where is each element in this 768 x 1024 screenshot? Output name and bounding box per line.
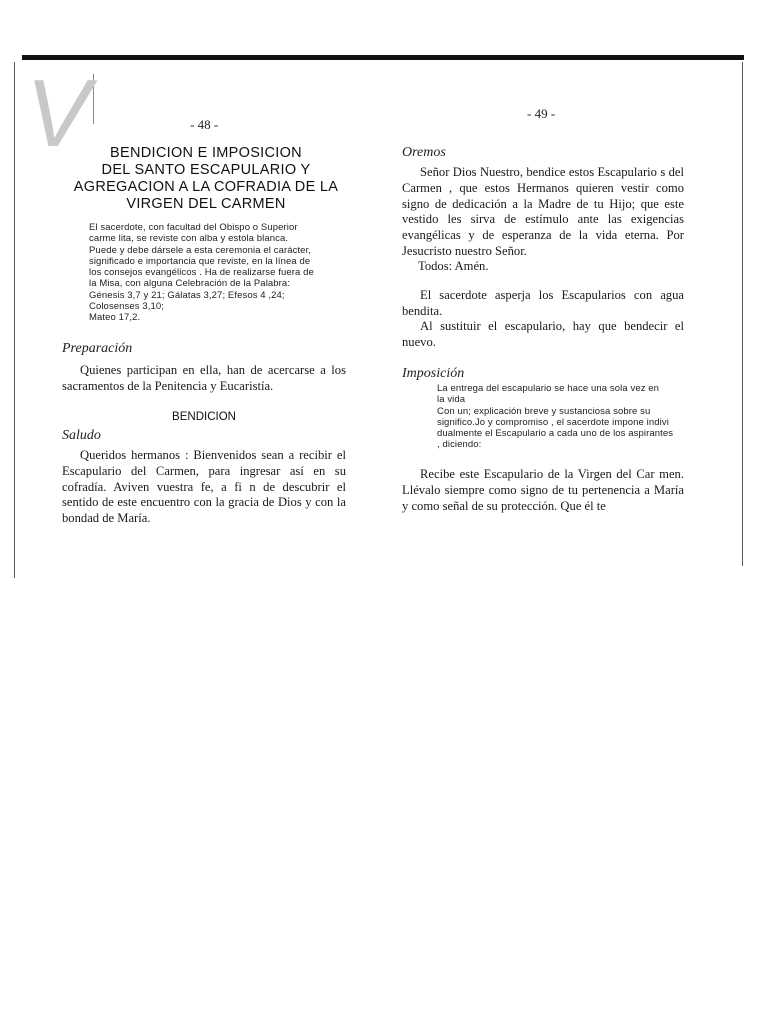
rubric-line: la Misa, con alguna Celebración de la Palabra:: [89, 278, 291, 290]
page-number-49: - 49 -: [527, 106, 556, 121]
title-line: VIRGEN DEL CARMEN: [126, 196, 286, 212]
page-number-48: - 48 -: [190, 117, 219, 132]
title-line: DEL SANTO ESCAPULARIO Y: [101, 162, 311, 178]
title-line: BENDICION E IMPOSICION: [110, 145, 302, 161]
left-margin-line: [14, 62, 15, 578]
rubric-line: significo.Jo y compromiso , el sacerdote impone indivi: [437, 416, 669, 428]
todos-response: Todos: Amén.: [418, 259, 489, 273]
preparacion-heading: Preparación: [62, 341, 133, 356]
title-line: AGREGACION A LA COFRADIA DE LA: [73, 179, 339, 195]
imposicion-rubric: [437, 383, 685, 451]
rubric-line: El sacerdote, con facultad del Obispo o Superior: [89, 222, 298, 233]
rubric-line: los consejos evangélicos . Ha de realizarse fuera de: [89, 267, 314, 279]
asperja-paragraph: El sacerdote asperja los Escapularios con agua bendita.: [402, 288, 684, 318]
rubric-line: carme lita, se reviste con alba y estola blanca.: [89, 233, 289, 245]
rubric-line: Génesis 3,7 y 21; Gálatas 3,27; Efesos 4 ,24;: [89, 289, 285, 301]
oremos-paragraph: Señor Dios Nuestro, bendice estos Escapulario s del Carmen , que estos Hermanos quieren vestir como signo de dedicación a la Madre de tu Hijo; que este vestido les sirva de estímulo ante las exigencias evangélicas y de esperanza de la vida eterna. Por Jesucristo nuestro Señor.: [402, 165, 684, 258]
rubric-line: Puede y debe dársele a esta ceremonia el carácter,: [89, 244, 312, 256]
rubric-line: la vida: [437, 394, 466, 406]
oremos-heading: Oremos: [402, 145, 446, 160]
preparacion-paragraph: Quienes participan en ella, han de acercarse a los sacramentos de la Penitencia y Eucaristía.: [62, 363, 346, 393]
rubric-line: significado e importancia que reviste, en la línea de: [89, 255, 311, 267]
rubric-line: Con un; explicación breve y sustanciosa sobre su: [437, 405, 651, 417]
rubric-line: Mateo 17,2.: [89, 312, 141, 324]
top-rule: [22, 55, 744, 60]
bendicion-label: BENDICION: [172, 411, 236, 423]
recibe-paragraph: Recibe este Escapulario de la Virgen del Car men. Llévalo siempre como signo de tu pertenencia a María y como señal de su protección. Que él te: [402, 467, 684, 513]
rubric-line: dualmente el Escapulario a cada uno de los aspirantes: [437, 428, 674, 440]
big-letter-v: V: [26, 60, 91, 167]
saludo-paragraph: Queridos hermanos : Bienvenidos sean a recibir el Escapulario del Carmen, para ingresar así en su cofradía. Aviven vuestra fe, a fi n de descubrir el sentido de este encuentro con la gracia de Dios y con la bondad de María.: [62, 448, 346, 526]
rubric-line: Colosenses 3,10;: [89, 301, 165, 313]
right-margin-line: [742, 62, 743, 566]
sustituir-paragraph: Al sustituir el escapulario, hay que bendecir el nuevo.: [402, 319, 684, 349]
saludo-heading: Saludo: [62, 428, 101, 443]
rubric-line: La entrega del escapulario se hace una sola vez en: [437, 383, 660, 394]
page-title: [62, 145, 350, 213]
rubric-line: , diciendo:: [437, 439, 482, 451]
intro-rubric: [89, 222, 334, 324]
imposicion-heading: Imposición: [402, 366, 465, 381]
tick-line: [93, 74, 94, 124]
